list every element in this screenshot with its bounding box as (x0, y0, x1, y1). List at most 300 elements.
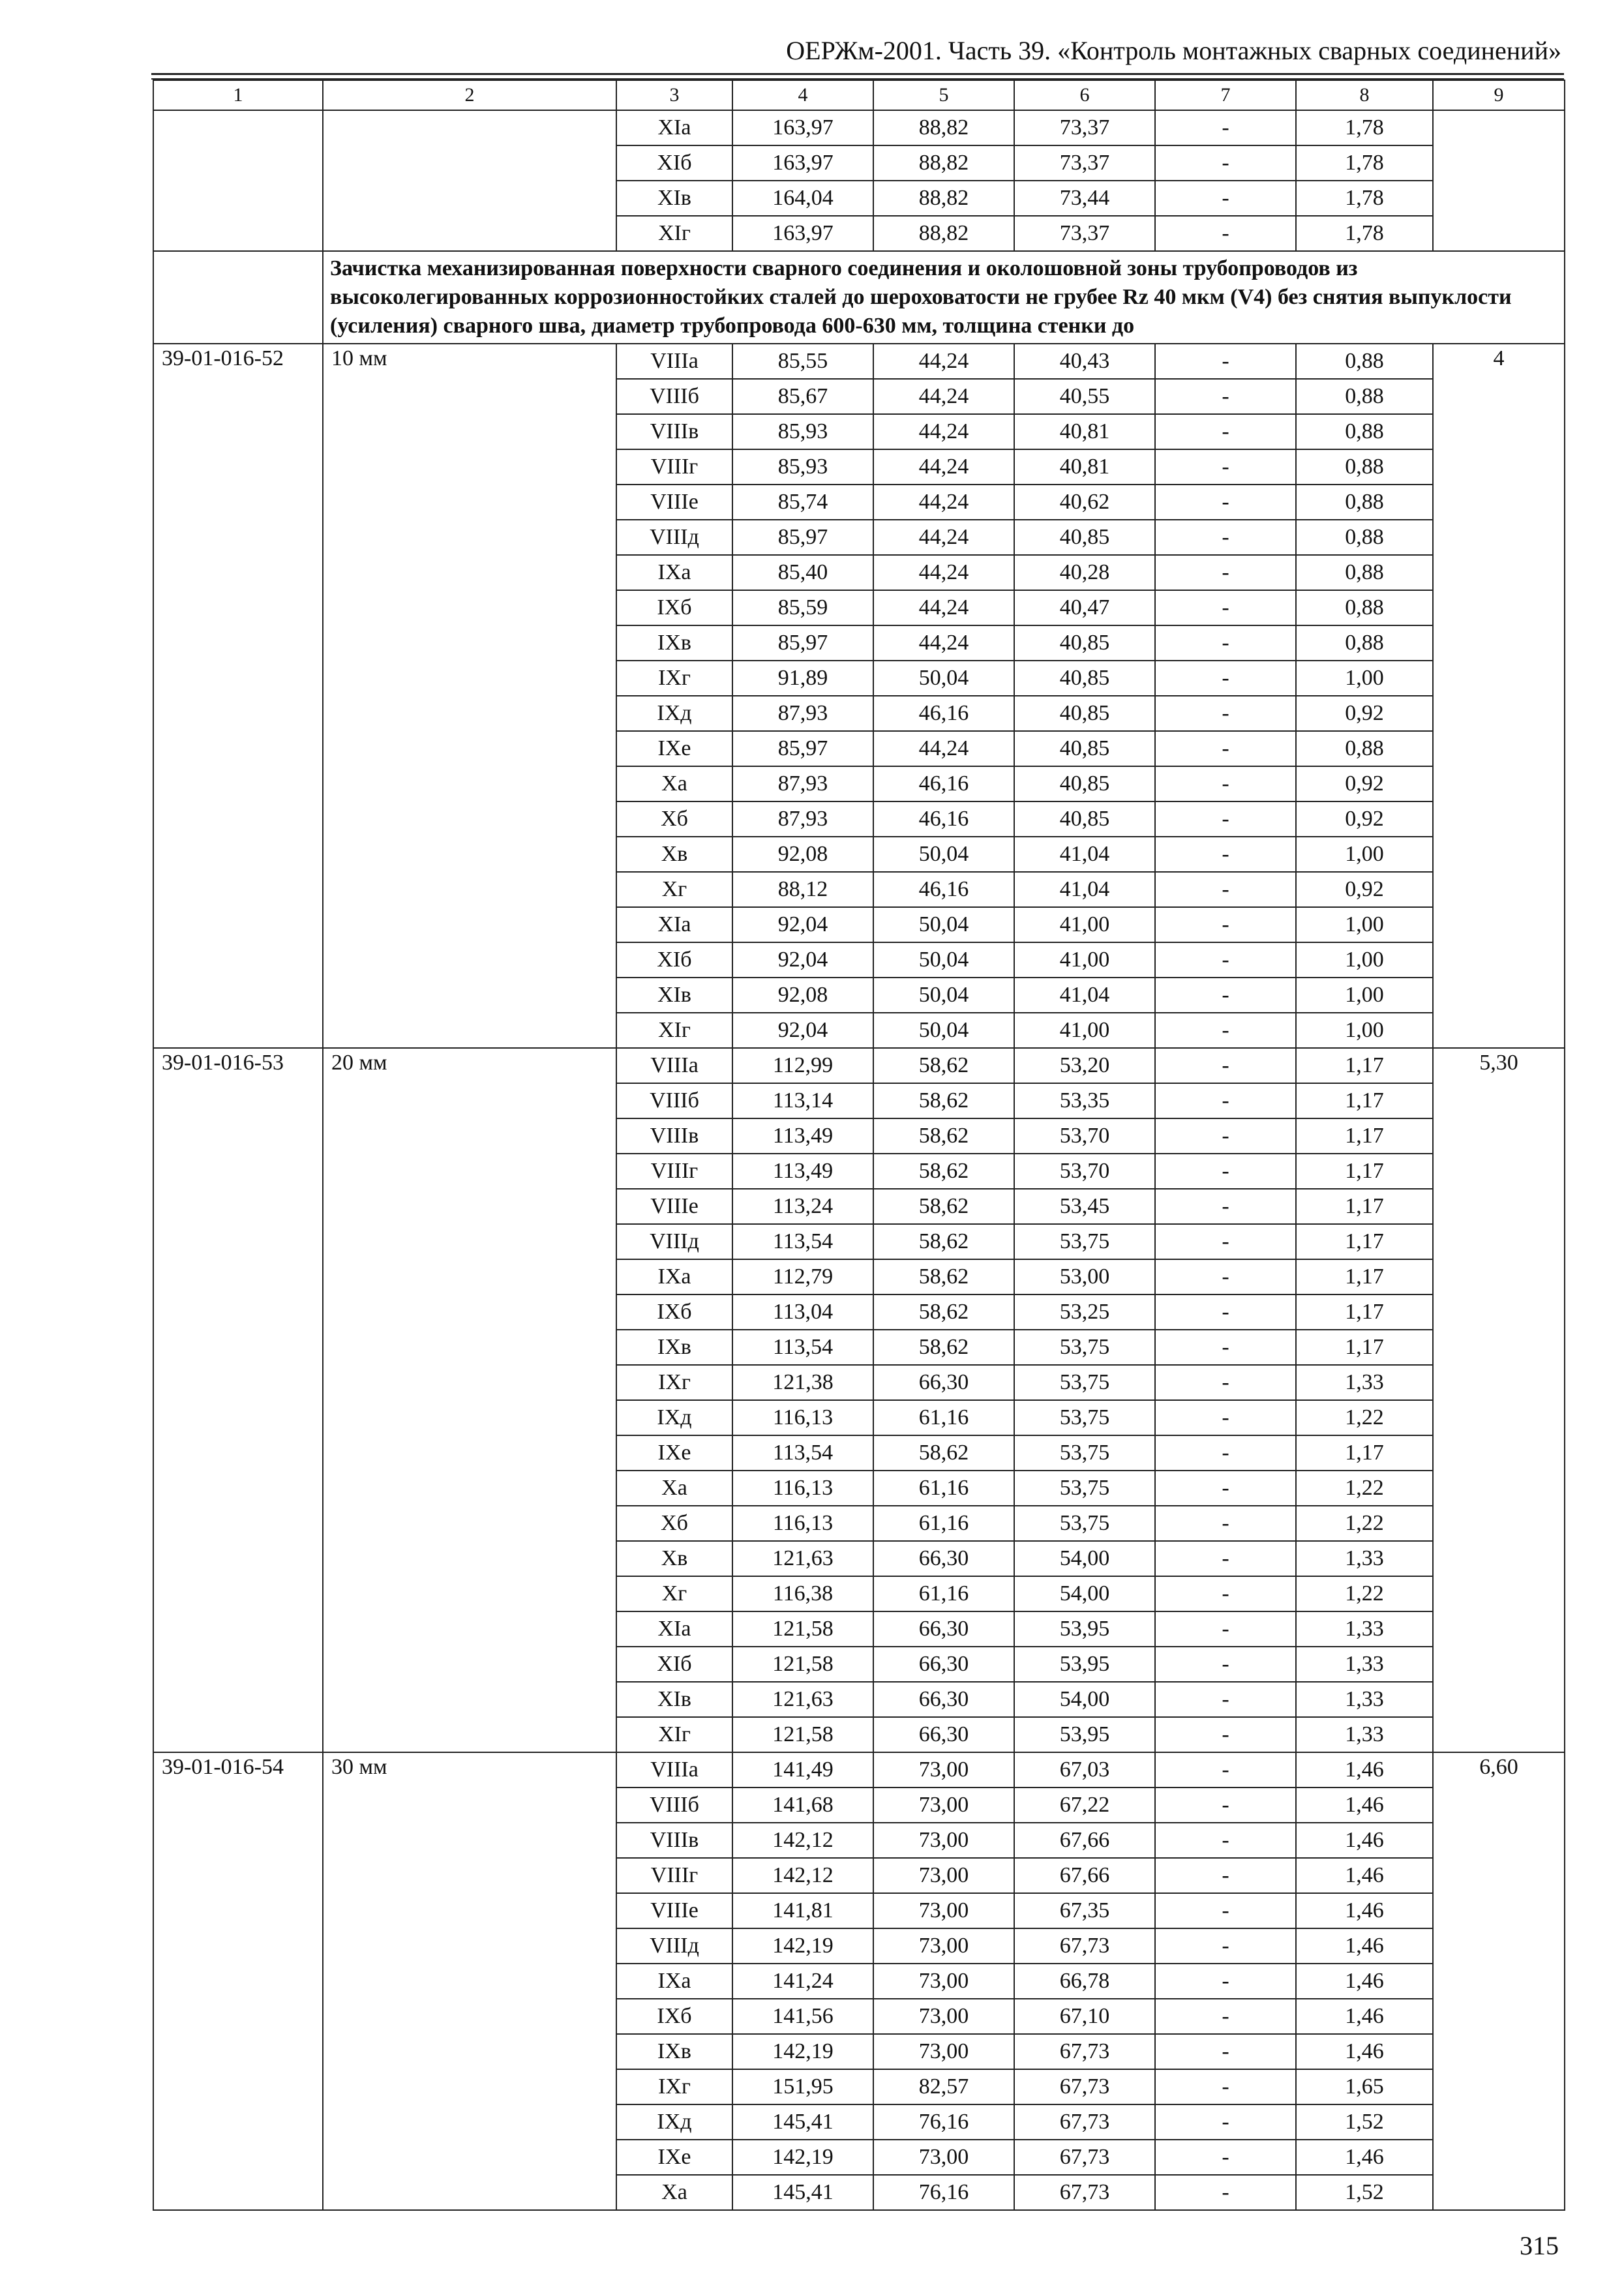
category-cell: IXа (616, 1259, 732, 1294)
labor-hours-cell: 1,17 (1296, 1259, 1433, 1294)
materials-cost-cell: - (1155, 1788, 1296, 1823)
total-cost-cell: 87,93 (732, 766, 873, 801)
machine-cost-cell: 54,00 (1014, 1541, 1155, 1576)
labor-hours-cell: 0,92 (1296, 766, 1433, 801)
labor-cost-cell: 44,24 (873, 449, 1014, 485)
labor-hours-cell: 1,22 (1296, 1400, 1433, 1435)
labor-hours-cell: 1,52 (1296, 2175, 1433, 2210)
norm-code: 39-01-016-53 (153, 1048, 323, 1752)
labor-hours-cell: 1,00 (1296, 942, 1433, 978)
labor-cost-cell: 73,00 (873, 1999, 1014, 2034)
labor-cost-cell: 58,62 (873, 1259, 1014, 1294)
machine-cost-cell: 66,78 (1014, 1964, 1155, 1999)
column-number: 5 (873, 80, 1014, 110)
machine-cost-cell: 41,04 (1014, 978, 1155, 1013)
column-number: 9 (1433, 80, 1565, 110)
category-cell: VIIIд (616, 1224, 732, 1259)
category-cell: VIIIб (616, 379, 732, 414)
category-cell: IXа (616, 1964, 732, 1999)
labor-cost-cell: 73,00 (873, 2034, 1014, 2069)
materials-cost-cell: - (1155, 414, 1296, 449)
materials-cost-cell: - (1155, 907, 1296, 942)
labor-cost-cell: 73,00 (873, 1788, 1014, 1823)
total-cost-cell: 151,95 (732, 2069, 873, 2104)
total-cost-cell: 121,63 (732, 1541, 873, 1576)
materials-cost-cell: - (1155, 1823, 1296, 1858)
labor-cost-cell: 73,00 (873, 1752, 1014, 1788)
total-cost-cell: 116,13 (732, 1400, 873, 1435)
category-cell: IXв (616, 1330, 732, 1365)
labor-cost-cell: 88,82 (873, 110, 1014, 145)
total-cost-cell: 141,68 (732, 1788, 873, 1823)
column-number: 1 (153, 80, 323, 110)
category-cell: IXа (616, 555, 732, 590)
materials-cost-cell: - (1155, 1435, 1296, 1471)
materials-cost-cell: - (1155, 1154, 1296, 1189)
labor-cost-cell: 46,16 (873, 766, 1014, 801)
machine-cost-cell: 67,73 (1014, 2034, 1155, 2069)
total-cost-cell: 113,54 (732, 1224, 873, 1259)
materials-cost-cell: - (1155, 216, 1296, 251)
labor-cost-cell: 58,62 (873, 1048, 1014, 1083)
materials-cost-cell: - (1155, 1964, 1296, 1999)
labor-cost-cell: 73,00 (873, 1858, 1014, 1893)
machine-cost-cell: 53,25 (1014, 1294, 1155, 1330)
machine-cost-cell: 41,00 (1014, 907, 1155, 942)
materials-cost-cell: - (1155, 1717, 1296, 1752)
machine-cost-cell: 53,00 (1014, 1259, 1155, 1294)
labor-hours-cell: 0,88 (1296, 731, 1433, 766)
machine-cost-cell: 40,81 (1014, 414, 1155, 449)
labor-hours-cell: 0,88 (1296, 625, 1433, 661)
materials-cost-cell: - (1155, 1294, 1296, 1330)
total-cost-cell: 163,97 (732, 216, 873, 251)
materials-cost-cell: - (1155, 1858, 1296, 1893)
category-cell: VIIIа (616, 344, 732, 379)
category-cell: IXг (616, 2069, 732, 2104)
category-cell: VIIIа (616, 1752, 732, 1788)
table-row (153, 1048, 1565, 1083)
category-cell: XIг (616, 1717, 732, 1752)
total-cost-cell: 85,93 (732, 414, 873, 449)
table-row (153, 1752, 1565, 1788)
materials-cost-cell: - (1155, 379, 1296, 414)
labor-hours-cell: 0,88 (1296, 555, 1433, 590)
labor-cost-cell: 44,24 (873, 520, 1014, 555)
labor-hours-cell: 1,00 (1296, 837, 1433, 872)
materials-cost-cell: - (1155, 520, 1296, 555)
total-cost-cell: 112,99 (732, 1048, 873, 1083)
materials-cost-cell: - (1155, 449, 1296, 485)
materials-cost-cell: - (1155, 1048, 1296, 1083)
labor-cost-cell: 44,24 (873, 731, 1014, 766)
materials-cost-cell: - (1155, 696, 1296, 731)
materials-cost-cell: - (1155, 1330, 1296, 1365)
materials-cost-cell: - (1155, 1506, 1296, 1541)
machine-cost-cell: 40,85 (1014, 801, 1155, 837)
labor-hours-cell: 1,33 (1296, 1682, 1433, 1717)
total-cost-cell: 116,38 (732, 1576, 873, 1611)
machine-cost-cell: 41,00 (1014, 942, 1155, 978)
labor-hours-cell: 1,78 (1296, 216, 1433, 251)
machine-cost-cell: 73,37 (1014, 110, 1155, 145)
category-cell: VIIIв (616, 414, 732, 449)
materials-cost-cell: - (1155, 1576, 1296, 1611)
labor-cost-cell: 66,30 (873, 1717, 1014, 1752)
machine-cost-cell: 67,66 (1014, 1858, 1155, 1893)
labor-hours-cell: 1,22 (1296, 1471, 1433, 1506)
materials-cost-cell: - (1155, 978, 1296, 1013)
labor-hours-cell: 1,17 (1296, 1189, 1433, 1224)
labor-hours-cell: 1,46 (1296, 1788, 1433, 1823)
category-cell: Xа (616, 766, 732, 801)
machine-cost-cell: 41,04 (1014, 837, 1155, 872)
materials-cost-cell: - (1155, 1259, 1296, 1294)
materials-cost-cell: - (1155, 2140, 1296, 2175)
materials-cost-cell: - (1155, 766, 1296, 801)
labor-hours-cell: 1,17 (1296, 1048, 1433, 1083)
total-cost-cell: 85,97 (732, 625, 873, 661)
total-cost-cell: 92,08 (732, 978, 873, 1013)
labor-cost-cell: 50,04 (873, 837, 1014, 872)
total-cost-cell: 92,04 (732, 907, 873, 942)
materials-cost-cell: - (1155, 1893, 1296, 1928)
category-cell: XIв (616, 181, 732, 216)
materials-cost-cell: - (1155, 1083, 1296, 1118)
total-cost-cell: 121,58 (732, 1717, 873, 1752)
labor-hours-cell: 0,88 (1296, 520, 1433, 555)
category-cell: VIIIд (616, 520, 732, 555)
total-cost-cell: 145,41 (732, 2175, 873, 2210)
labor-cost-cell: 58,62 (873, 1294, 1014, 1330)
norm-code: 39-01-016-54 (153, 1752, 323, 2210)
machine-cost-cell: 67,03 (1014, 1752, 1155, 1788)
labor-hours-cell: 0,92 (1296, 801, 1433, 837)
total-cost-cell: 85,59 (732, 590, 873, 625)
machine-cost-cell: 54,00 (1014, 1576, 1155, 1611)
materials-cost-cell: - (1155, 1013, 1296, 1048)
materials-cost-cell: - (1155, 731, 1296, 766)
machine-cost-cell: 53,75 (1014, 1365, 1155, 1400)
norm-total-value: 4 (1433, 344, 1565, 1048)
norm-code: 39-01-016-52 (153, 344, 323, 1048)
labor-cost-cell: 50,04 (873, 907, 1014, 942)
labor-cost-cell: 50,04 (873, 1013, 1014, 1048)
machine-cost-cell: 40,62 (1014, 485, 1155, 520)
category-cell: IXе (616, 731, 732, 766)
machine-cost-cell: 53,20 (1014, 1048, 1155, 1083)
total-cost-cell: 121,38 (732, 1365, 873, 1400)
labor-cost-cell: 73,00 (873, 1928, 1014, 1964)
empty-total-cell (1433, 110, 1565, 251)
labor-hours-cell: 1,00 (1296, 907, 1433, 942)
machine-cost-cell: 53,45 (1014, 1189, 1155, 1224)
total-cost-cell: 87,93 (732, 696, 873, 731)
total-cost-cell: 113,49 (732, 1118, 873, 1154)
total-cost-cell: 91,89 (732, 661, 873, 696)
total-cost-cell: 142,19 (732, 2034, 873, 2069)
labor-cost-cell: 88,82 (873, 145, 1014, 181)
labor-cost-cell: 61,16 (873, 1576, 1014, 1611)
table-row (153, 344, 1565, 379)
labor-cost-cell: 58,62 (873, 1154, 1014, 1189)
materials-cost-cell: - (1155, 661, 1296, 696)
category-cell: Xг (616, 872, 732, 907)
labor-cost-cell: 46,16 (873, 696, 1014, 731)
machine-cost-cell: 53,75 (1014, 1435, 1155, 1471)
materials-cost-cell: - (1155, 1999, 1296, 2034)
labor-cost-cell: 61,16 (873, 1471, 1014, 1506)
materials-cost-cell: - (1155, 110, 1296, 145)
category-cell: Xа (616, 1471, 732, 1506)
category-cell: XIа (616, 110, 732, 145)
total-cost-cell: 87,93 (732, 801, 873, 837)
machine-cost-cell: 53,75 (1014, 1506, 1155, 1541)
materials-cost-cell: - (1155, 1224, 1296, 1259)
total-cost-cell: 121,58 (732, 1611, 873, 1647)
materials-cost-cell: - (1155, 1400, 1296, 1435)
category-cell: IXе (616, 1435, 732, 1471)
category-cell: IXд (616, 1400, 732, 1435)
machine-cost-cell: 40,85 (1014, 661, 1155, 696)
category-cell: Xв (616, 837, 732, 872)
total-cost-cell: 163,97 (732, 110, 873, 145)
category-cell: IXг (616, 661, 732, 696)
page-number: 315 (1520, 2231, 1559, 2260)
machine-cost-cell: 40,43 (1014, 344, 1155, 379)
machine-cost-cell: 67,73 (1014, 2069, 1155, 2104)
category-cell: VIIIд (616, 1928, 732, 1964)
category-cell: XIа (616, 907, 732, 942)
category-cell: VIIIа (616, 1048, 732, 1083)
column-number: 7 (1155, 80, 1296, 110)
total-cost-cell: 113,14 (732, 1083, 873, 1118)
machine-cost-cell: 54,00 (1014, 1682, 1155, 1717)
machine-cost-cell: 53,75 (1014, 1330, 1155, 1365)
materials-cost-cell: - (1155, 1928, 1296, 1964)
category-cell: IXб (616, 1999, 732, 2034)
empty-code-cell (153, 110, 323, 251)
labor-cost-cell: 66,30 (873, 1541, 1014, 1576)
labor-hours-cell: 1,46 (1296, 1858, 1433, 1893)
labor-cost-cell: 46,16 (873, 801, 1014, 837)
wall-thickness: 30 мм (323, 1752, 616, 2210)
materials-cost-cell: - (1155, 1752, 1296, 1788)
materials-cost-cell: - (1155, 837, 1296, 872)
labor-hours-cell: 0,88 (1296, 590, 1433, 625)
column-number: 4 (732, 80, 873, 110)
total-cost-cell: 142,12 (732, 1823, 873, 1858)
labor-hours-cell: 1,78 (1296, 110, 1433, 145)
machine-cost-cell: 67,22 (1014, 1788, 1155, 1823)
labor-cost-cell: 44,24 (873, 344, 1014, 379)
materials-cost-cell: - (1155, 590, 1296, 625)
machine-cost-cell: 67,73 (1014, 2140, 1155, 2175)
materials-cost-cell: - (1155, 2069, 1296, 2104)
labor-cost-cell: 66,30 (873, 1611, 1014, 1647)
labor-hours-cell: 0,92 (1296, 872, 1433, 907)
materials-cost-cell: - (1155, 1682, 1296, 1717)
labor-cost-cell: 76,16 (873, 2104, 1014, 2140)
category-cell: Xа (616, 2175, 732, 2210)
category-cell: IXд (616, 696, 732, 731)
total-cost-cell: 145,41 (732, 2104, 873, 2140)
total-cost-cell: 88,12 (732, 872, 873, 907)
category-cell: VIIIг (616, 1858, 732, 1893)
category-cell: IXб (616, 1294, 732, 1330)
machine-cost-cell: 40,28 (1014, 555, 1155, 590)
total-cost-cell: 141,81 (732, 1893, 873, 1928)
machine-cost-cell: 67,73 (1014, 2104, 1155, 2140)
total-cost-cell: 113,54 (732, 1435, 873, 1471)
materials-cost-cell: - (1155, 625, 1296, 661)
labor-cost-cell: 73,00 (873, 2140, 1014, 2175)
total-cost-cell: 85,97 (732, 731, 873, 766)
machine-cost-cell: 67,10 (1014, 1999, 1155, 2034)
materials-cost-cell: - (1155, 942, 1296, 978)
labor-hours-cell: 1,78 (1296, 145, 1433, 181)
empty-param-cell (323, 110, 616, 251)
machine-cost-cell: 40,85 (1014, 731, 1155, 766)
total-cost-cell: 141,24 (732, 1964, 873, 1999)
category-cell: VIIIв (616, 1823, 732, 1858)
category-cell: XIг (616, 216, 732, 251)
labor-hours-cell: 1,17 (1296, 1154, 1433, 1189)
category-cell: XIб (616, 145, 732, 181)
labor-hours-cell: 0,88 (1296, 449, 1433, 485)
total-cost-cell: 85,55 (732, 344, 873, 379)
labor-hours-cell: 1,17 (1296, 1330, 1433, 1365)
total-cost-cell: 141,49 (732, 1752, 873, 1788)
labor-cost-cell: 58,62 (873, 1118, 1014, 1154)
labor-cost-cell: 66,30 (873, 1365, 1014, 1400)
total-cost-cell: 116,13 (732, 1506, 873, 1541)
empty-code-cell (153, 251, 323, 344)
labor-cost-cell: 82,57 (873, 2069, 1014, 2104)
total-cost-cell: 85,74 (732, 485, 873, 520)
total-cost-cell: 85,40 (732, 555, 873, 590)
labor-cost-cell: 44,24 (873, 590, 1014, 625)
materials-cost-cell: - (1155, 1471, 1296, 1506)
labor-hours-cell: 1,78 (1296, 181, 1433, 216)
column-number: 6 (1014, 80, 1155, 110)
machine-cost-cell: 73,44 (1014, 181, 1155, 216)
category-cell: XIа (616, 1611, 732, 1647)
labor-cost-cell: 88,82 (873, 181, 1014, 216)
category-cell: IXв (616, 625, 732, 661)
labor-hours-cell: 1,52 (1296, 2104, 1433, 2140)
category-cell: VIIIб (616, 1788, 732, 1823)
category-cell: XIб (616, 1647, 732, 1682)
category-cell: VIIIе (616, 1189, 732, 1224)
labor-hours-cell: 1,17 (1296, 1435, 1433, 1471)
wall-thickness: 10 мм (323, 344, 616, 1048)
labor-hours-cell: 1,17 (1296, 1118, 1433, 1154)
labor-cost-cell: 58,62 (873, 1224, 1014, 1259)
category-cell: IXг (616, 1365, 732, 1400)
materials-cost-cell: - (1155, 1189, 1296, 1224)
materials-cost-cell: - (1155, 2104, 1296, 2140)
category-cell: Xг (616, 1576, 732, 1611)
machine-cost-cell: 53,70 (1014, 1154, 1155, 1189)
total-cost-cell: 163,97 (732, 145, 873, 181)
total-cost-cell: 142,12 (732, 1858, 873, 1893)
wall-thickness: 20 мм (323, 1048, 616, 1752)
labor-cost-cell: 61,16 (873, 1506, 1014, 1541)
labor-cost-cell: 44,24 (873, 485, 1014, 520)
category-cell: VIIIб (616, 1083, 732, 1118)
category-cell: XIв (616, 1682, 732, 1717)
total-cost-cell: 142,19 (732, 2140, 873, 2175)
labor-hours-cell: 1,33 (1296, 1365, 1433, 1400)
materials-cost-cell: - (1155, 1118, 1296, 1154)
labor-cost-cell: 88,82 (873, 216, 1014, 251)
machine-cost-cell: 67,73 (1014, 1928, 1155, 1964)
labor-hours-cell: 1,17 (1296, 1224, 1433, 1259)
total-cost-cell: 113,49 (732, 1154, 873, 1189)
machine-cost-cell: 40,85 (1014, 625, 1155, 661)
category-cell: IXб (616, 590, 732, 625)
table-row (153, 110, 1565, 145)
machine-cost-cell: 53,75 (1014, 1400, 1155, 1435)
labor-hours-cell: 1,00 (1296, 1013, 1433, 1048)
total-cost-cell: 121,58 (732, 1647, 873, 1682)
machine-cost-cell: 67,66 (1014, 1823, 1155, 1858)
materials-cost-cell: - (1155, 1611, 1296, 1647)
category-cell: VIIIе (616, 485, 732, 520)
total-cost-cell: 164,04 (732, 181, 873, 216)
column-number-row (153, 80, 1565, 110)
norms-table (153, 80, 1565, 2211)
labor-hours-cell: 1,17 (1296, 1294, 1433, 1330)
category-cell: IXд (616, 2104, 732, 2140)
machine-cost-cell: 53,70 (1014, 1118, 1155, 1154)
labor-cost-cell: 73,00 (873, 1823, 1014, 1858)
category-cell: IXе (616, 2140, 732, 2175)
materials-cost-cell: - (1155, 2175, 1296, 2210)
labor-hours-cell: 1,33 (1296, 1541, 1433, 1576)
labor-hours-cell: 1,46 (1296, 2034, 1433, 2069)
labor-hours-cell: 1,00 (1296, 978, 1433, 1013)
total-cost-cell: 142,19 (732, 1928, 873, 1964)
labor-cost-cell: 50,04 (873, 942, 1014, 978)
header-rule (151, 73, 1564, 75)
machine-cost-cell: 40,55 (1014, 379, 1155, 414)
machine-cost-cell: 53,75 (1014, 1224, 1155, 1259)
column-number: 8 (1296, 80, 1433, 110)
labor-hours-cell: 1,46 (1296, 1928, 1433, 1964)
materials-cost-cell: - (1155, 145, 1296, 181)
labor-hours-cell: 0,88 (1296, 414, 1433, 449)
labor-hours-cell: 0,88 (1296, 344, 1433, 379)
machine-cost-cell: 53,95 (1014, 1717, 1155, 1752)
total-cost-cell: 92,04 (732, 1013, 873, 1048)
total-cost-cell: 116,13 (732, 1471, 873, 1506)
machine-cost-cell: 73,37 (1014, 216, 1155, 251)
machine-cost-cell: 40,47 (1014, 590, 1155, 625)
total-cost-cell: 141,56 (732, 1999, 873, 2034)
labor-hours-cell: 1,22 (1296, 1506, 1433, 1541)
category-cell: VIIIг (616, 1154, 732, 1189)
materials-cost-cell: - (1155, 181, 1296, 216)
machine-cost-cell: 73,37 (1014, 145, 1155, 181)
total-cost-cell: 112,79 (732, 1259, 873, 1294)
labor-cost-cell: 76,16 (873, 2175, 1014, 2210)
total-cost-cell: 85,93 (732, 449, 873, 485)
table-body (153, 80, 1565, 2210)
labor-cost-cell: 46,16 (873, 872, 1014, 907)
labor-hours-cell: 1,00 (1296, 661, 1433, 696)
